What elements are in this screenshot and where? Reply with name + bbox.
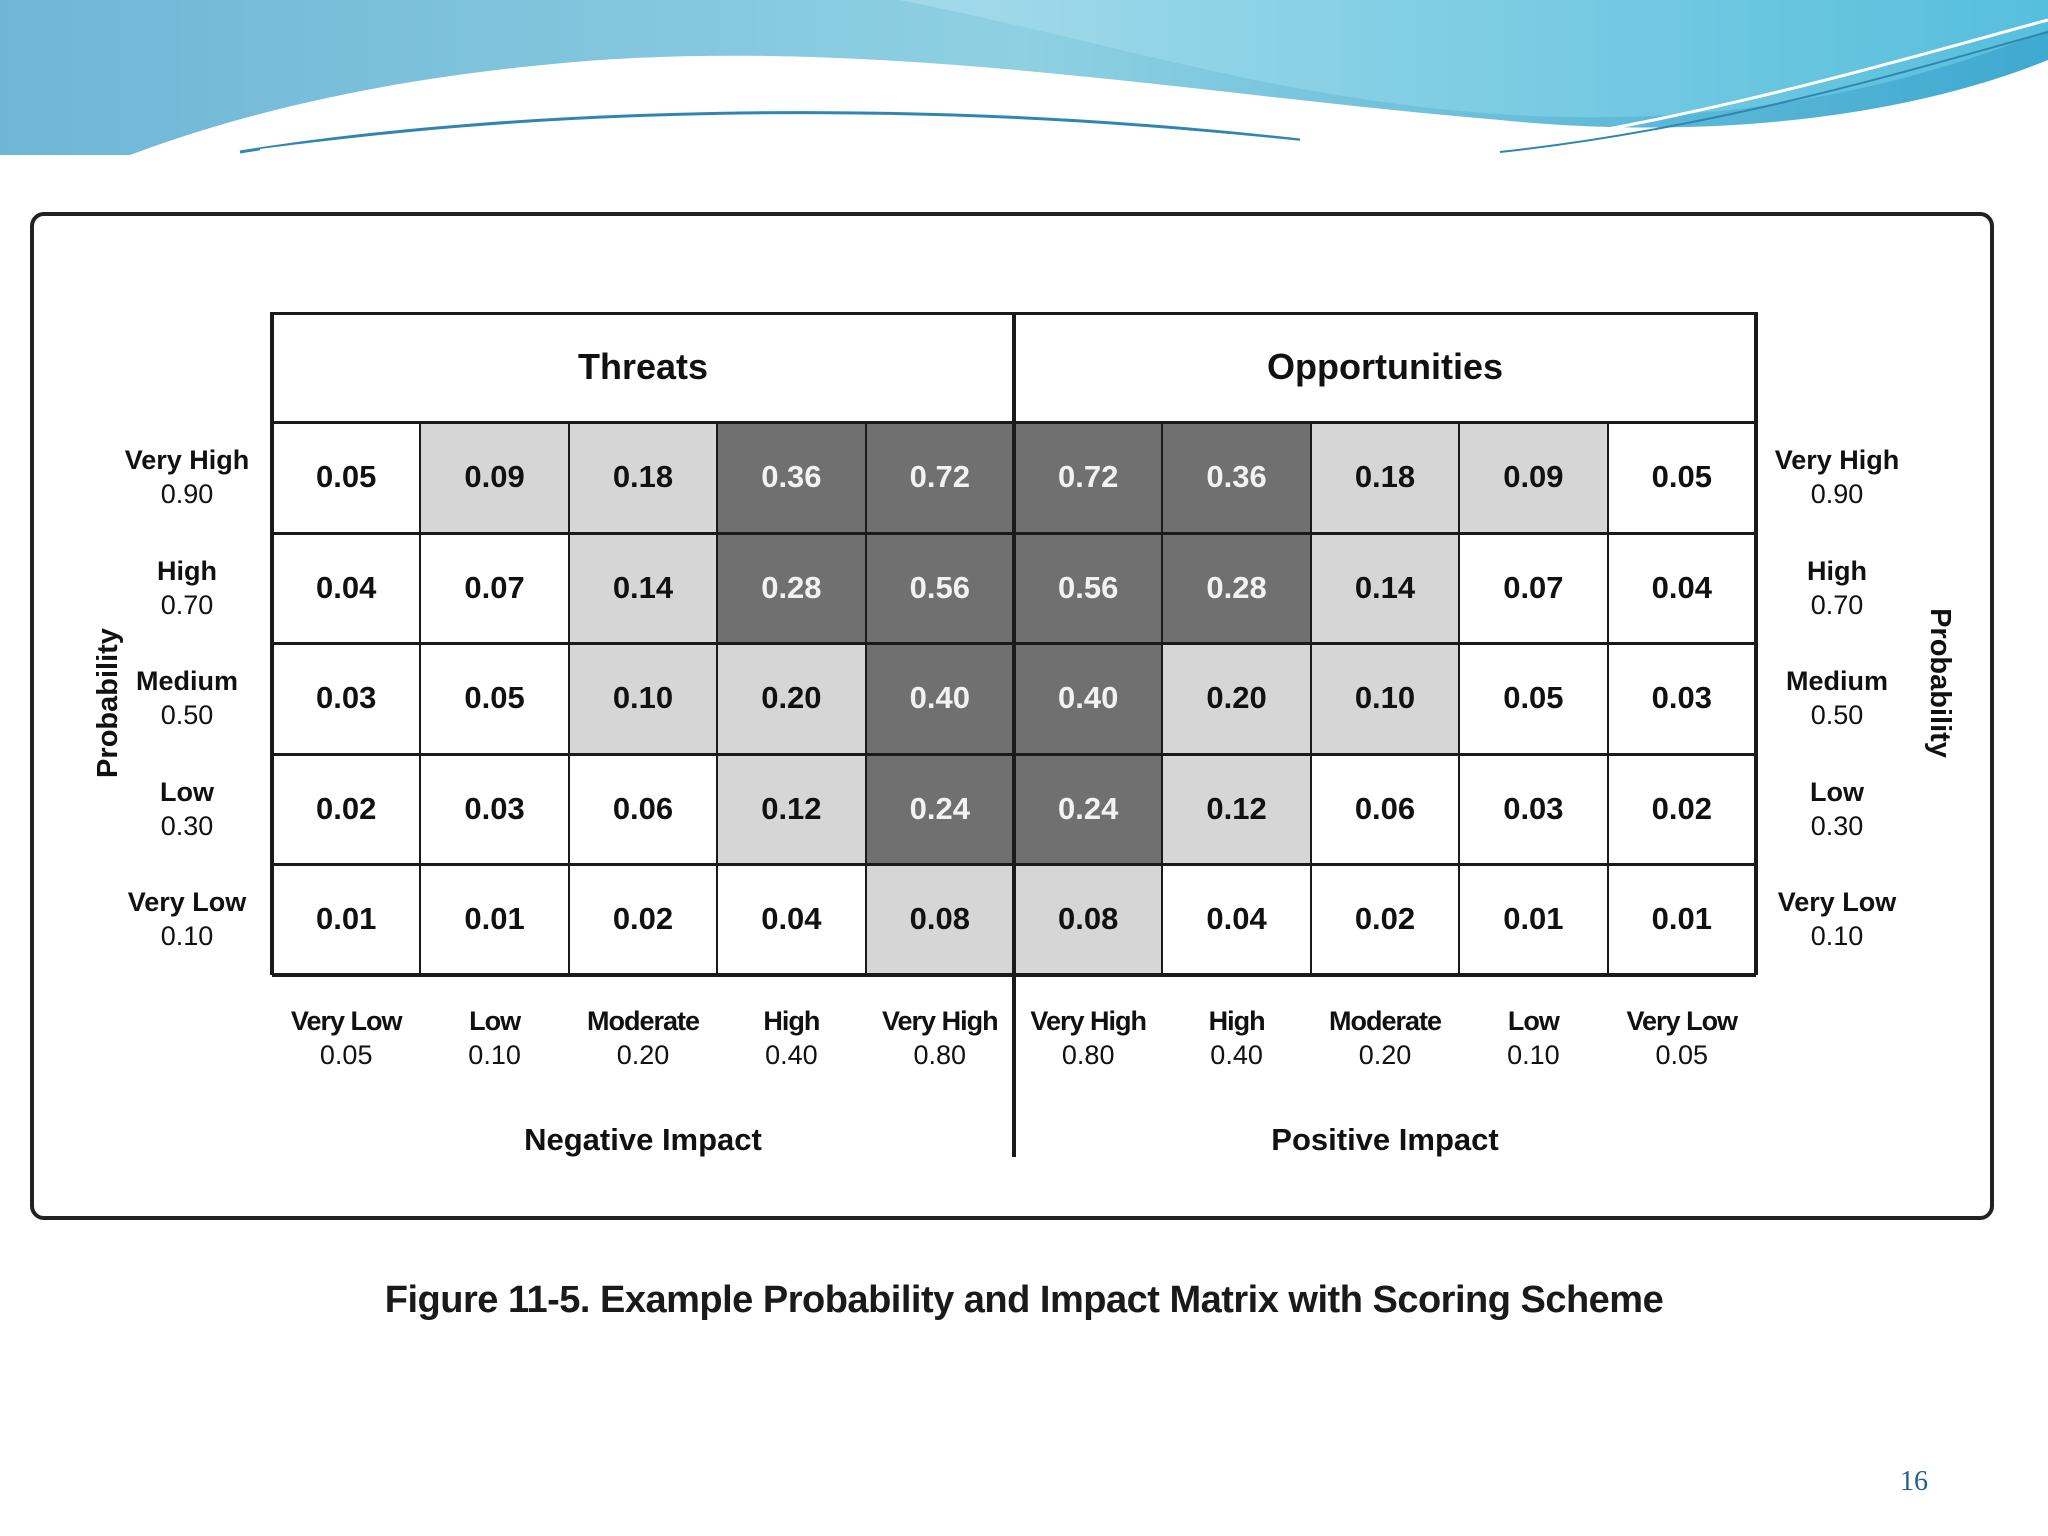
matrix-column-line	[865, 422, 867, 975]
matrix-cell: 0.40	[866, 643, 1014, 754]
matrix-column-line	[1458, 422, 1460, 975]
probability-name: Low	[160, 776, 214, 807]
matrix-cell: 0.20	[717, 643, 865, 754]
matrix-cell: 0.10	[569, 643, 717, 754]
probability-name: Low	[1810, 776, 1864, 807]
matrix-cell: 0.04	[717, 864, 865, 975]
impact-value: 0.05	[1655, 1040, 1709, 1070]
impact-label	[866, 1004, 1014, 1084]
page-number: 16	[1900, 1466, 1928, 1497]
impact-value: 0.80	[1061, 1040, 1115, 1070]
impact-name: Low	[469, 1006, 521, 1036]
matrix-column-line	[419, 422, 421, 975]
matrix-cell: 0.18	[1311, 422, 1459, 533]
impact-label	[1608, 1004, 1756, 1084]
probability-name: Very Low	[127, 887, 247, 918]
impact-label	[717, 1004, 865, 1084]
impact-label	[1311, 1004, 1459, 1084]
impact-label	[1459, 1004, 1607, 1084]
probability-label-right	[1762, 769, 1912, 849]
matrix-cell: 0.07	[1459, 533, 1607, 644]
matrix-cell: 0.02	[569, 864, 717, 975]
probability-name: Medium	[1785, 666, 1888, 697]
matrix-cell: 0.36	[1162, 422, 1310, 533]
matrix-cell: 0.28	[1162, 533, 1310, 644]
impact-name: Very Low	[1626, 1006, 1738, 1036]
impact-label	[569, 1004, 717, 1084]
matrix-cell: 0.05	[272, 422, 420, 533]
matrix-cell: 0.18	[569, 422, 717, 533]
matrix-cell: 0.03	[420, 754, 568, 865]
matrix-cell: 0.08	[1014, 864, 1162, 975]
impact-value: 0.80	[913, 1040, 967, 1070]
probability-label-left	[112, 879, 262, 959]
matrix-cell: 0.01	[272, 864, 420, 975]
matrix-cell: 0.04	[272, 533, 420, 644]
matrix-cell: 0.28	[717, 533, 865, 644]
probability-name: Very Low	[1777, 887, 1897, 918]
matrix-cell: 0.06	[1311, 754, 1459, 865]
matrix-cell: 0.24	[866, 754, 1014, 865]
impact-name: Low	[1507, 1006, 1559, 1036]
probability-value: 0.70	[160, 589, 214, 620]
impact-value: 0.40	[765, 1040, 818, 1070]
impact-value: 0.10	[1507, 1040, 1560, 1070]
probability-name: Medium	[135, 666, 238, 697]
matrix-cell: 0.72	[1014, 422, 1162, 533]
matrix-cell: 0.03	[272, 643, 420, 754]
opportunities-header: Opportunities	[1267, 346, 1503, 387]
probability-label-right	[1762, 548, 1912, 628]
impact-value: 0.10	[468, 1040, 521, 1070]
matrix-cell: 0.05	[1608, 422, 1756, 533]
impact-name: High	[763, 1006, 820, 1036]
probability-value: 0.90	[1810, 479, 1864, 510]
probability-label-right	[1762, 658, 1912, 738]
impact-label	[272, 1004, 420, 1084]
matrix-cell: 0.05	[420, 643, 568, 754]
matrix-cell: 0.12	[717, 754, 865, 865]
probability-value: 0.50	[1810, 700, 1864, 731]
matrix-cell: 0.10	[1311, 643, 1459, 754]
matrix-cell: 0.36	[717, 422, 865, 533]
matrix-cell: 0.09	[1459, 422, 1607, 533]
probability-name: Very High	[124, 445, 250, 476]
matrix-column-line	[716, 422, 718, 975]
matrix-column-line	[568, 422, 570, 975]
impact-name: Very High	[1030, 1006, 1146, 1036]
matrix-cell: 0.56	[1014, 533, 1162, 644]
impact-label	[1014, 1004, 1162, 1084]
impact-name: Moderate	[1328, 1006, 1441, 1036]
matrix-cell: 0.07	[420, 533, 568, 644]
matrix-cell: 0.12	[1162, 754, 1310, 865]
impact-name: High	[1208, 1006, 1265, 1036]
probability-label-left	[112, 769, 262, 849]
matrix-cell: 0.14	[1311, 533, 1459, 644]
impact-name: Very High	[882, 1006, 998, 1036]
matrix-cell: 0.72	[866, 422, 1014, 533]
impact-value: 0.40	[1210, 1040, 1263, 1070]
matrix-column-line	[1310, 422, 1312, 975]
matrix-cell: 0.02	[272, 754, 420, 865]
matrix-cell: 0.56	[866, 533, 1014, 644]
matrix-cell: 0.40	[1014, 643, 1162, 754]
impact-value: 0.20	[616, 1040, 670, 1070]
probability-value: 0.30	[160, 810, 214, 841]
probability-axis-title-left: Probability	[91, 628, 124, 778]
matrix-column-line	[1161, 422, 1163, 975]
matrix-cell: 0.02	[1608, 754, 1756, 865]
probability-value: 0.10	[1810, 921, 1864, 952]
probability-value: 0.90	[160, 479, 214, 510]
matrix-cell: 0.02	[1311, 864, 1459, 975]
matrix-cell: 0.04	[1608, 533, 1756, 644]
matrix-cell: 0.08	[866, 864, 1014, 975]
threats-header: Threats	[577, 346, 709, 387]
matrix-cell: 0.20	[1162, 643, 1310, 754]
matrix-cell: 0.01	[420, 864, 568, 975]
probability-label-left	[112, 437, 262, 517]
positive-impact-title: Positive Impact	[1271, 1122, 1499, 1157]
probability-axis-title-right: Probability	[1924, 608, 1957, 758]
impact-name: Very Low	[290, 1006, 402, 1036]
figure-caption: Figure 11-5. Example Probability and Impact Matrix with Scoring Scheme	[384, 1278, 1664, 1321]
probability-name: Very High	[1774, 445, 1900, 476]
matrix-cell: 0.04	[1162, 864, 1310, 975]
probability-value: 0.50	[160, 700, 214, 731]
impact-label	[1162, 1004, 1310, 1084]
probability-name: High	[157, 555, 217, 586]
probability-value: 0.30	[1810, 810, 1864, 841]
matrix-cell: 0.06	[569, 754, 717, 865]
matrix-cell: 0.05	[1459, 643, 1607, 754]
matrix-cell: 0.01	[1459, 864, 1607, 975]
probability-label-left	[112, 548, 262, 628]
impact-name: Moderate	[586, 1006, 699, 1036]
matrix-cell: 0.01	[1608, 864, 1756, 975]
negative-impact-title: Negative Impact	[524, 1122, 762, 1157]
matrix-cell: 0.09	[420, 422, 568, 533]
probability-label-right	[1762, 437, 1912, 517]
probability-name: High	[1807, 555, 1867, 586]
probability-value: 0.70	[1810, 589, 1864, 620]
probability-label-right	[1762, 879, 1912, 959]
matrix-cell: 0.14	[569, 533, 717, 644]
impact-value: 0.20	[1358, 1040, 1412, 1070]
matrix-cell: 0.03	[1459, 754, 1607, 865]
probability-label-left	[112, 658, 262, 738]
matrix-column-line	[1607, 422, 1609, 975]
probability-value: 0.10	[160, 921, 214, 952]
impact-value: 0.05	[319, 1040, 373, 1070]
matrix-cell: 0.03	[1608, 643, 1756, 754]
impact-label	[420, 1004, 568, 1084]
matrix-cell: 0.24	[1014, 754, 1162, 865]
